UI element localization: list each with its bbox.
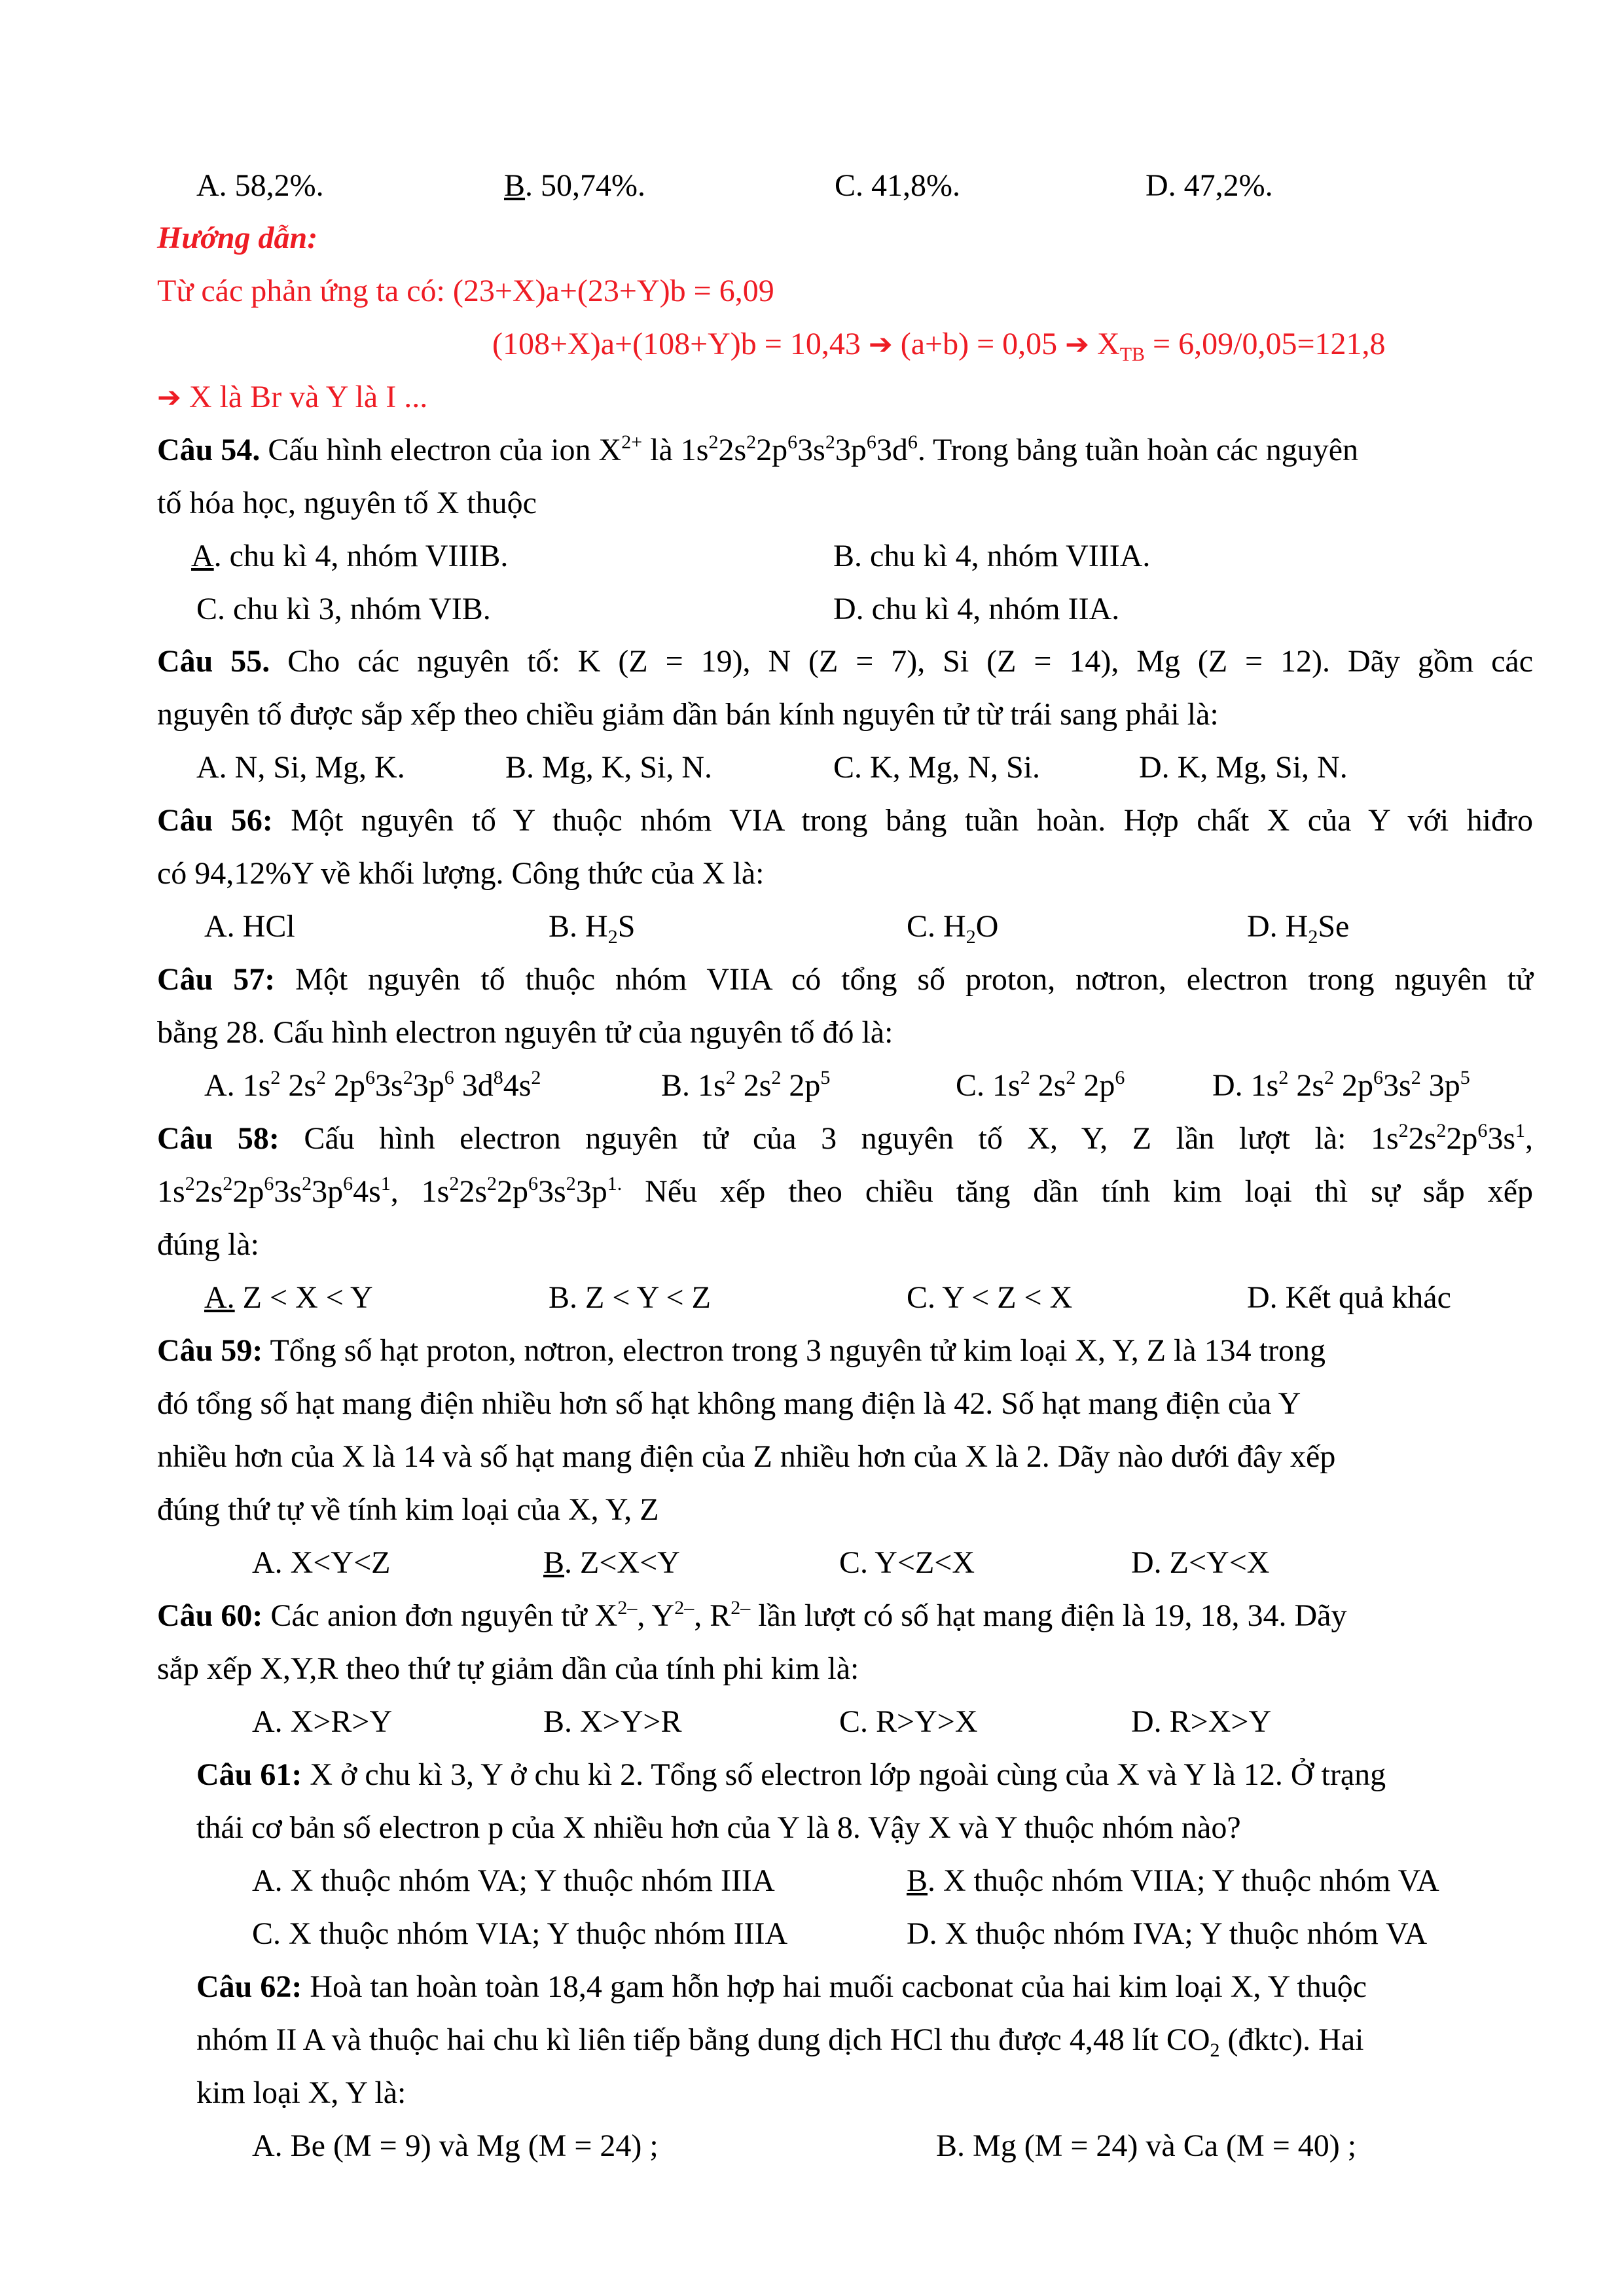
q53-option-b-letter: B — [504, 168, 526, 203]
q57-option-b: B. $1s^2$ $2s^2$ $2p^5$ — [661, 1067, 831, 1103]
q61-option-a: A. X thuộc nhóm VA; Y thuộc nhóm IIIA — [252, 1863, 775, 1898]
q62-stem-line-2: nhóm II A và thuộc hai chu kì liên tiếp bằng dung dịch HCl thu được 4,48 lít $CO_2$ (đktc). Hai — [196, 2022, 1364, 2061]
q57-option-c: C. $1s^2$ $2s^2$ $2p^6$ — [956, 1067, 1125, 1103]
q58-stem-line-3: đúng là: — [157, 1227, 259, 1262]
arrow-icon: ➔ — [157, 381, 181, 414]
q55-label: Câu 55. — [157, 644, 270, 679]
q61-option-b: B. X thuộc nhóm VIIA; Y thuộc nhóm VA — [907, 1863, 1439, 1898]
q58-option-c: C. Y < Z < X — [907, 1280, 1073, 1315]
q56-stem-line-2: có 94,12%Y về khối lượng. Công thức của X là: — [157, 856, 765, 891]
q58-option-d: D. Kết quả khác — [1247, 1280, 1451, 1315]
q58-stem: Câu 58: Cấu hình electron nguyên tử của 3 nguyên tố X, Y, Z lần lượt là: $1s^22s^22p^63s^1$, — [157, 1120, 1534, 1156]
q55-stem: Câu 55. Cho các nguyên tố: K (Z = 19), N (Z = 7), Si (Z = 14), Mg (Z = 12). Dãy gồm các — [157, 644, 1533, 679]
guide-title: Hướng dẫn: — [157, 221, 318, 255]
q62-stem: Câu 62: Hoà tan hoàn toàn 18,4 gam hỗn hợp hai muối cacbonat của hai kim loại X, Y thuộc — [196, 1969, 1367, 2004]
q58-option-a: A. Z < X < Y — [204, 1280, 373, 1315]
q57-stem: Câu 57: Một nguyên tố thuộc nhóm VIIA có tổng số proton, nơtron, electron trong nguyên tử — [157, 962, 1534, 997]
q54-stem-line-2: tố hóa học, nguyên tố X thuộc — [157, 486, 537, 520]
q55-stem-line-2: nguyên tố được sắp xếp theo chiều giảm dần bán kính nguyên tử từ trái sang phải là: — [157, 697, 1219, 732]
q61-stem-line-2: thái cơ bản số electron p của X nhiều hơn của Y là 8. Vậy X và Y thuộc nhóm nào? — [196, 1810, 1241, 1845]
q53-option-c: C. 41,8%. — [835, 168, 960, 203]
q59-option-d: D. Z<Y<X — [1131, 1545, 1270, 1580]
q55-option-c: C. K, Mg, N, Si. — [833, 750, 1041, 785]
q60-option-b: B. X>Y>R — [543, 1704, 682, 1739]
q57-option-a: A. $1s^2$ $2s^2$ $2p^63s^23p^6$ $3d^84s^2$ — [204, 1067, 541, 1103]
guide-eq-2: (a+b) = 0,05 — [900, 327, 1058, 361]
q55-option-b: B. Mg, K, Si, N. — [505, 750, 713, 785]
q56-label: Câu 56: — [157, 803, 273, 838]
q56-option-b: B. $H_2S$ — [549, 909, 636, 948]
guide-eq-1: (108+X)a+(108+Y)b = 10,43 — [492, 327, 861, 361]
q56-option-d: D. $H_2Se$ — [1247, 909, 1350, 948]
guide-conclusion: X là Br và Y là I ... — [189, 380, 428, 414]
q60-option-d: D. R>X>Y — [1131, 1704, 1272, 1739]
guide-line-3 — [157, 378, 427, 418]
q59-option-b: B. Z<X<Y — [543, 1545, 680, 1580]
q58-option-b: B. Z < Y < Z — [549, 1280, 711, 1315]
arrow-icon: ➔ — [868, 328, 893, 361]
q61-label: Câu 61: — [196, 1757, 302, 1792]
q54-option-d: D. chu kì 4, nhóm IIA. — [833, 592, 1120, 626]
q60-label: Câu 60: — [157, 1598, 263, 1633]
q53-option-a: A. 58,2%. — [196, 168, 324, 203]
guide-line-1: Từ các phản ứng ta có: (23+X)a+(23+Y)b = 6,09 — [157, 274, 774, 308]
arrow-icon: ➔ — [1065, 328, 1090, 361]
q54-option-a: A. chu kì 4, nhóm VIIIB. — [191, 539, 509, 573]
q56-stem: Câu 56: Một nguyên tố Y thuộc nhóm VIA trong bảng tuần hoàn. Hợp chất X của Y với hiđro — [157, 803, 1533, 838]
q61-option-c: C. X thuộc nhóm VIA; Y thuộc nhóm IIIA — [252, 1916, 788, 1951]
q54-label: Câu 54. — [157, 433, 261, 467]
q60-option-a: A. X>R>Y — [252, 1704, 393, 1739]
q53-option-d: D. 47,2%. — [1146, 168, 1273, 203]
guide-line-2 — [492, 325, 1386, 365]
q62-stem-line-3: kim loại X, Y là: — [196, 2075, 406, 2110]
q58-stem-line-2: $1s^22s^22p^63s^23p^64s^1$, $1s^22s^22p^63s^23p^{1.}$ Nếu xếp theo chiều tăng dần tính kim loại thì sự sắp xếp — [157, 1173, 1533, 1209]
q57-label: Câu 57: — [157, 962, 276, 997]
q61-option-d: D. X thuộc nhóm IVA; Y thuộc nhóm VA — [907, 1916, 1428, 1951]
q59-label: Câu 59: — [157, 1333, 263, 1368]
q57-option-d: D. $1s^2$ $2s^2$ $2p^63s^2$ $3p^5$ — [1212, 1067, 1470, 1103]
q53-option-b-text: . 50,74%. — [525, 168, 645, 203]
q59-stem-line-2: đó tổng số hạt mang điện nhiều hơn số hạt không mang điện là 42. Số hạt mang điện của Y — [157, 1386, 1301, 1421]
q59-option-c: C. Y<Z<X — [839, 1545, 975, 1580]
q58-label: Câu 58: — [157, 1121, 280, 1156]
q54-option-b: B. chu kì 4, nhóm VIIIA. — [833, 539, 1151, 573]
guide-eq-3: $X_{TB} = 6,09/0,05=121,8$ — [1097, 327, 1386, 365]
q55-option-d: D. K, Mg, Si, N. — [1139, 750, 1348, 785]
q61-stem: Câu 61: X ở chu kì 3, Y ở chu kì 2. Tổng số electron lớp ngoài cùng của X và Y là 12. Ở trạng — [196, 1757, 1386, 1792]
q60-stem: Câu 60: Các anion đơn nguyên tử $X^{2-}$, $Y^{2-}$, $R^{2-}$ lần lượt có số hạt mang điện là 19, 18, 34. Dãy — [157, 1597, 1347, 1633]
q60-option-c: C. R>Y>X — [839, 1704, 978, 1739]
q55-option-a: A. N, Si, Mg, K. — [196, 750, 405, 785]
q53-option-b — [504, 166, 645, 206]
q62-option-b: B. Mg (M = 24) và Ca (M = 40) ; — [936, 2128, 1357, 2163]
q62-label: Câu 62: — [196, 1969, 302, 2004]
q62-option-a: A. Be (M = 9) và Mg (M = 24) ; — [252, 2128, 659, 2163]
q57-stem-line-2: bằng 28. Cấu hình electron nguyên tử của nguyên tố đó là: — [157, 1015, 893, 1050]
q56-option-a: A. HCl — [204, 909, 295, 944]
q59-stem: Câu 59: Tổng số hạt proton, nơtron, electron trong 3 nguyên tử kim loại X, Y, Z là 134 trong — [157, 1333, 1326, 1368]
q56-option-c: C. $H_2O$ — [907, 909, 999, 948]
q59-stem-line-4: đúng thứ tự về tính kim loại của X, Y, Z — [157, 1492, 659, 1527]
q54-option-c: C. chu kì 3, nhóm VIB. — [196, 592, 491, 626]
q59-stem-line-3: nhiều hơn của X là 14 và số hạt mang điện của Z nhiều hơn của X là 2. Dãy nào dưới đây xếp — [157, 1439, 1336, 1474]
q60-stem-line-2: sắp xếp X,Y,R theo thứ tự giảm dần của tính phi kim là: — [157, 1651, 859, 1686]
q54-stem: Câu 54. Cấu hình electron của ion $X^{2+}$ là $1s^22s^22p^63s^23p^63d^6$. Trong bảng tuần hoàn các nguyên — [157, 431, 1359, 467]
q59-option-a: A. X<Y<Z — [252, 1545, 391, 1580]
